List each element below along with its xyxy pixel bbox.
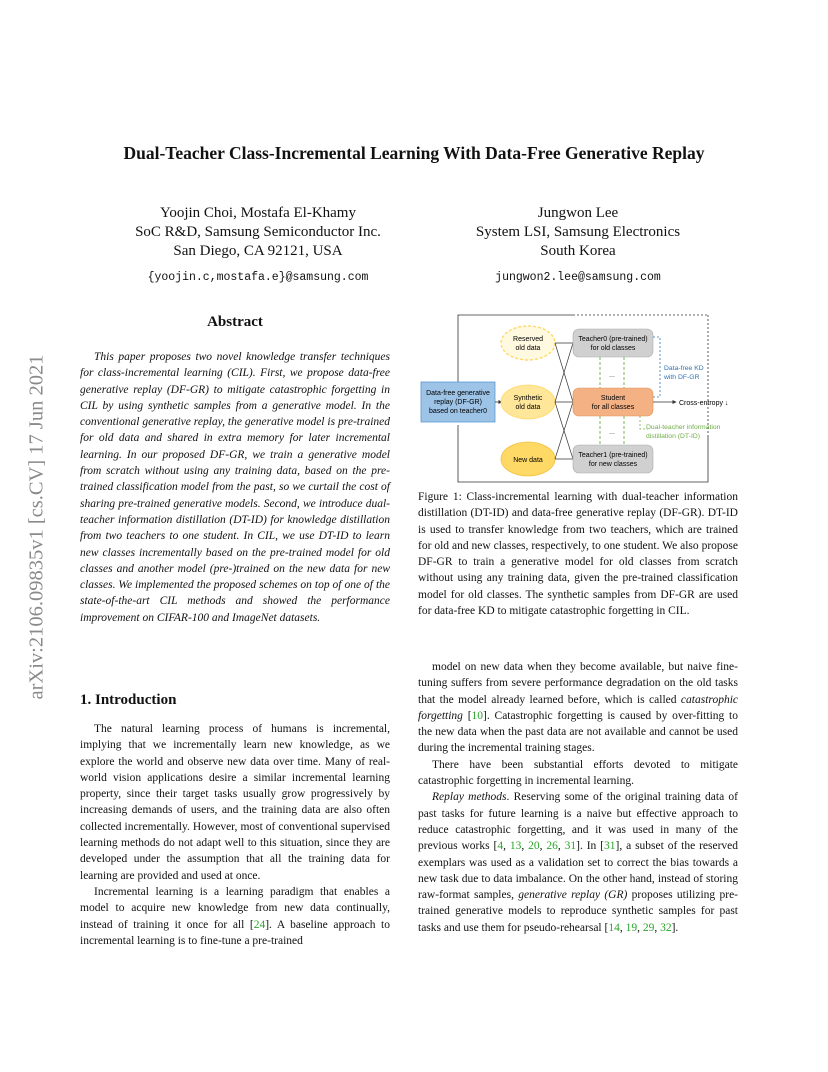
author-affiliation: SoC R&D, Samsung Semiconductor Inc.: [135, 224, 381, 240]
figure-1-diagram: [418, 307, 738, 487]
arxiv-stamp-text: arXiv:2106.09835v1 [cs.CV] 17 Jun 2021: [25, 354, 48, 700]
reserved-data-label: old data: [515, 345, 541, 352]
citation-link[interactable]: 31: [604, 840, 616, 853]
teacher0-label: Teacher0 (pre-trained): [578, 336, 648, 343]
teacher0-label: for old classes: [590, 345, 636, 352]
synthetic-data-label: old data: [515, 404, 541, 411]
text-run: ].: [671, 921, 679, 934]
kd-label: Data-free KD: [664, 365, 704, 372]
generator-label: based on teacher0: [429, 408, 487, 415]
text-run: Incremental learning is a learning paradigm that enables a model to acquire new knowledge from new data continually, instead of training it once for all [: [80, 885, 390, 931]
abstract-heading: Abstract: [207, 314, 263, 330]
text-run: ,: [539, 840, 547, 853]
reserved-data-label: Reserved: [513, 336, 543, 343]
text-run: The natural learning process of humans is incremental, implying that we incrementally learn new knowledge, as we explore the world and observe new data over time. Many of real-world vision applications desire a similar incremental learning property, since their target tasks usually grow progressively by increasing demands of users, and the training data are also often collected incrementally. However, most of conventional supervised learning methods do not adapt well to this situation, since they are developed under the assumption that all the training data for learning are provided and used at once.: [80, 723, 390, 882]
author-names: Yoojin Choi, Mostafa El-Khamy: [160, 205, 356, 221]
text-run: . Reserving some of the original training data of past tasks for future learning is a naive but effective approach to reduce catastrophic forgetting, and it was used in many of the previous works [: [418, 791, 738, 853]
student-label: Student: [600, 395, 626, 402]
text-run: ,: [521, 840, 529, 853]
citation-link[interactable]: 32: [660, 921, 672, 934]
text-run: Figure 1: Class-incremental learning with dual-teacher information distillation (DT-ID) and data-free generative replay (DF-GR). DT-ID is used to transfer knowledge from two teachers, which are trained for old and new classes, respectively, to one student. We also propose DF-GR to train a generative model for old classes from scratch without using any training data, given the pre-trained classification model for old classes. The synthetic samples from DF-GR are used for data-free KD to mitigate catastrophic forgetting in CIL.: [418, 491, 738, 618]
paragraph: [418, 789, 738, 936]
citation-link[interactable]: 19: [625, 921, 638, 934]
text-run: model on new data when they become available, but naive fine-tuning suffers from severe performance degradation on the old tasks that the model already learned before, which is called: [418, 661, 738, 706]
teacher1-box: [573, 445, 653, 473]
text-run: There have been substantial efforts devoted to mitigate catastrophic forgetting in incremental learning.: [418, 758, 738, 788]
author-block-2: [418, 204, 738, 287]
kd-label: with DF-GR: [664, 374, 700, 381]
citation-link[interactable]: 14: [608, 921, 620, 934]
new-data-label: New data: [513, 457, 543, 464]
author-affiliation: System LSI, Samsung Electronics: [475, 224, 681, 240]
paragraph: [80, 721, 390, 884]
paragraph: [80, 884, 390, 949]
figure-caption: [418, 489, 738, 619]
author-block-1: [100, 204, 416, 287]
paragraph: [418, 659, 738, 757]
text-run: ]. In [: [576, 840, 604, 853]
citation-link[interactable]: 24: [253, 918, 266, 931]
citation-link[interactable]: 13: [509, 840, 522, 853]
text-run: proposes utilizing pre-trained generative models to reproduce synthetic samples for past tasks and use them for pseudo-rehearsal [: [418, 889, 738, 934]
author-email: jungwon2.lee@samsung.com: [495, 271, 661, 284]
text-run: ,: [654, 921, 661, 934]
student-label: for all classes: [591, 404, 635, 411]
text-run: ,: [619, 921, 626, 934]
text-run: [: [462, 709, 472, 722]
text-run: ]. Catastrophic forgetting is caused by over-fitting to the new data when the past data are not available and cannot be used during the incremental training stages.: [418, 709, 738, 755]
text-run: ,: [503, 840, 510, 853]
text-run: Replay methods: [432, 791, 507, 804]
synthetic-data-label: Synthetic: [513, 395, 543, 402]
dtid-label: distillation (DT-ID): [646, 433, 701, 440]
loss-label: Cross-entropy ↓: [679, 400, 729, 407]
author-names: Jungwon Lee: [537, 205, 619, 221]
author-location: San Diego, CA 92121, USA: [173, 243, 343, 259]
author-email: {yoojin.c,mostafa.e}@samsung.com: [147, 271, 369, 284]
text-run: catastrophic forgetting: [418, 693, 738, 722]
citation-link[interactable]: 4: [497, 840, 504, 853]
author-location: South Korea: [540, 243, 616, 259]
citation-link[interactable]: 20: [528, 840, 540, 853]
text-run: ,: [637, 921, 643, 934]
generator-label: Data-free generative: [426, 390, 490, 397]
synthetic-data-node: [501, 385, 555, 419]
column-left-body: [80, 721, 390, 949]
student-box: [573, 388, 653, 416]
connection-lines: [555, 343, 573, 459]
citation-link[interactable]: 29: [642, 921, 655, 934]
generator-label: replay (DF-GR): [434, 399, 482, 406]
text-run: ], a subset of the reserved exemplars was used as a validation set to correct the bias towards a new task due to data imbalance. On the other hand, instead of storing raw-format samples,: [418, 840, 739, 902]
text-run: generative replay (GR): [518, 889, 628, 902]
teacher0-box: [573, 329, 653, 357]
ellipsis-lower: ...: [609, 429, 615, 436]
teacher1-label: Teacher1 (pre-trained): [578, 452, 648, 459]
reserved-data-node: [501, 326, 555, 360]
paragraph: [418, 757, 738, 790]
column-right-body: [418, 659, 738, 936]
citation-link[interactable]: 10: [471, 709, 484, 722]
dtid-label: Dual-teacher information: [646, 424, 721, 431]
citation-link[interactable]: 26: [546, 840, 558, 853]
text-run: ]. A baseline approach to incremental learning is to fine-tune a pre-trained: [80, 918, 390, 947]
abstract-text: This paper proposes two novel knowledge transfer techniques for class-incremental learning (CIL). First, we propose data-free generative replay (DF-GR) to mitigate catastrophic forgetting in CIL by using synthetic samples from a generative model. In the conventional generative replay, the generative model is pre-trained for old data and shared in extra memory for later incremental learning. In our proposed DF-GR, we train a generative model from scratch without using any training data, based on the pre-trained classification model from the past, so we curtail the cost of sharing pre-trained generative models. Second, we introduce dual-teacher information distillation (DT-ID) for knowledge distillation from two teachers to one student. In CIL, we use DT-ID to learn new classes incrementally based on the pre-trained model for old classes and another model (pre-)trained on the new data for new classes. We implemented the proposed schemes on top of one of the state-of-the-art CIL methods and showed the performance improvement on CIFAR-100 and ImageNet datasets.: [80, 351, 390, 624]
teacher1-label: for new classes: [588, 461, 638, 468]
text-run: ,: [557, 840, 565, 853]
section-heading: 1. Introduction: [80, 692, 177, 708]
arxiv-stamp: [27, 292, 47, 762]
paper-title: Dual-Teacher Class-Incremental Learning With Data-Free Generative Replay: [123, 143, 705, 163]
kd-bracket: [653, 337, 660, 397]
ellipsis-upper: ...: [609, 372, 615, 379]
citation-link[interactable]: 31: [564, 840, 577, 853]
